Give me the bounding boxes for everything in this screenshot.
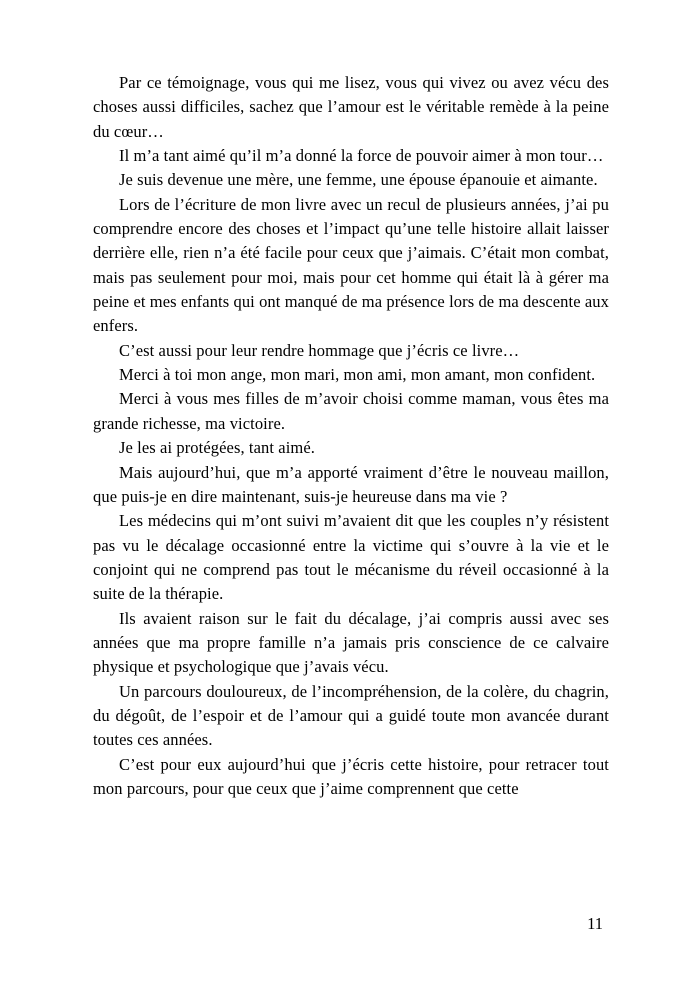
body-text	[93, 71, 609, 801]
paragraph: Je les ai protégées, tant aimé.	[119, 438, 315, 458]
paragraph: C’est pour eux aujourd’hui que j’écris cette histoire, pour retracer tout mon parcours, pour que ceux que j’aime comprennent que cette	[93, 754, 609, 798]
paragraph: Merci à toi mon ange, mon mari, mon ami, mon amant, mon confident.	[119, 365, 596, 385]
paragraph: Les médecins qui m’ont suivi m’avaient dit que les couples n’y résistent pas vu le décalage occasionné entre la victime qui s’ouvre à la vie et le conjoint qui ne comprend pas tout le mécanisme du réveil occasionné à la suite de la thérapie.	[93, 511, 609, 604]
paragraph: C’est aussi pour leur rendre hommage que j’écris ce livre…	[119, 340, 520, 360]
paragraph: Merci à vous mes filles de m’avoir choisi comme maman, vous êtes ma grande richesse, ma victoire.	[93, 389, 609, 433]
paragraph: Lors de l’écriture de mon livre avec un recul de plusieurs années, j’ai pu comprendre encore des choses et l’impact qu’une telle histoire allait laisser derrière elle, rien n’a été facile pour ceux que j’aimais. C’était mon combat, mais pas seulement pour moi, mais pour cet homme qui était là à gérer ma peine et mes enfants qui ont manqué de ma présence lors de ma descente aux enfers.	[93, 194, 609, 336]
paragraph: Par ce témoignage, vous qui me lisez, vous qui vivez ou avez vécu des choses aussi difficiles, sachez que l’amour est le véritable remède à la peine du cœur…	[93, 73, 609, 141]
page-number: 11	[587, 914, 603, 933]
paragraph: Je suis devenue une mère, une femme, une épouse épanouie et aimante.	[119, 170, 598, 190]
paragraph: Mais aujourd’hui, que m’a apporté vraiment d’être le nouveau maillon, que puis-je en dire maintenant, suis-je heureuse dans ma vie ?	[93, 462, 609, 506]
paragraph: Il m’a tant aimé qu’il m’a donné la force de pouvoir aimer à mon tour…	[119, 146, 604, 166]
paragraph: Un parcours douloureux, de l’incompréhension, de la colère, du chagrin, du dégoût, de l’espoir et de l’amour qui a guidé toute mon avancée durant toutes ces années.	[93, 681, 609, 750]
paragraph: Ils avaient raison sur le fait du décalage, j’ai compris aussi avec ses années que ma propre famille n’a jamais pris conscience de ce calvaire physique et psychologique que j’avais vécu.	[93, 608, 609, 677]
